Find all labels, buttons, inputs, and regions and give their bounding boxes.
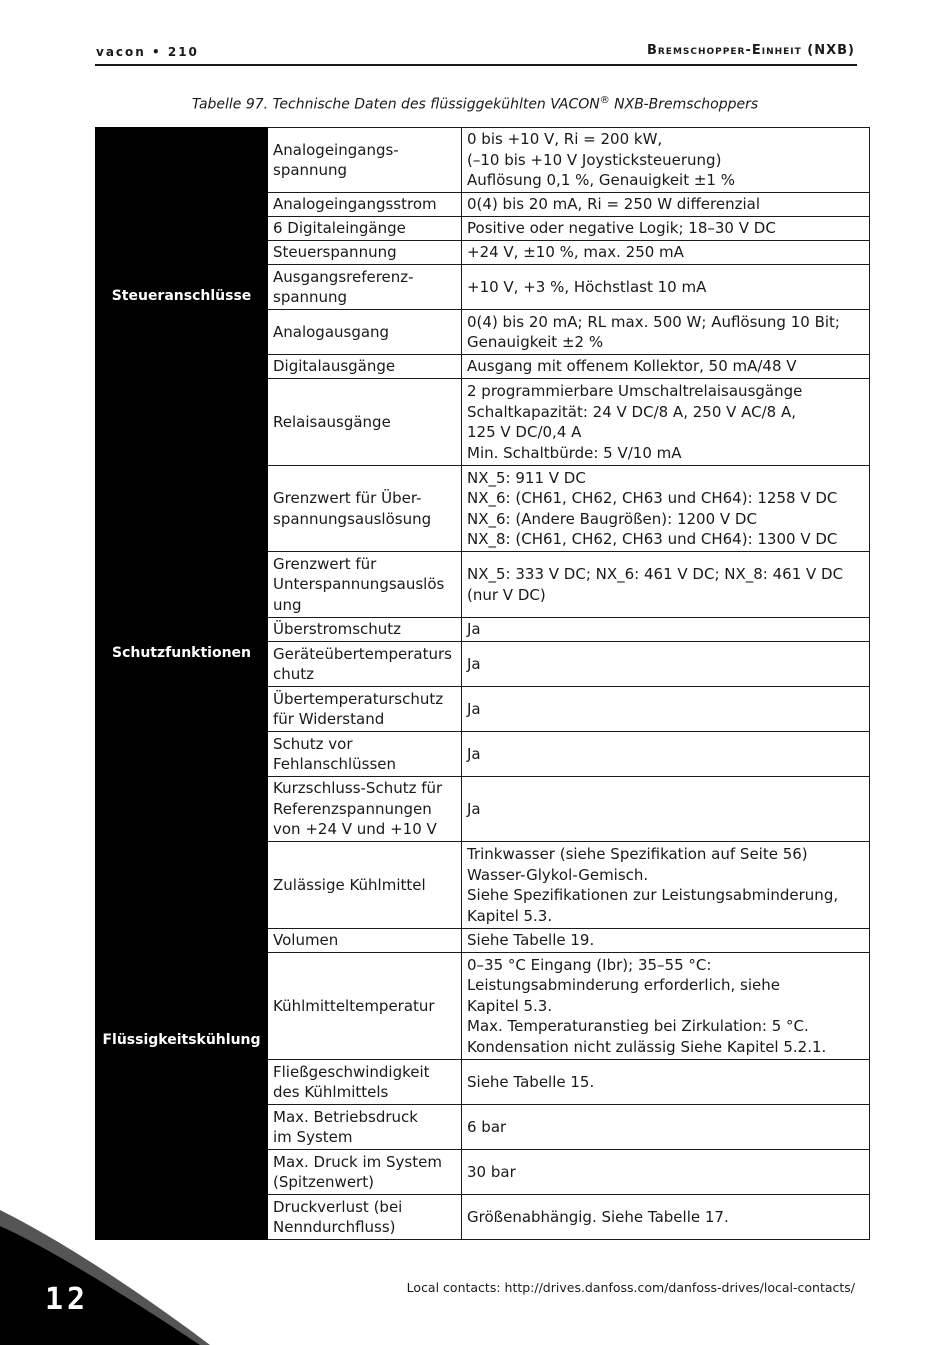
registered-mark: ® [599,95,610,106]
value-line: Trinkwasser (siehe Spezifikation auf Seite 56) [467,845,808,863]
value-cell [462,466,870,552]
value-cell [462,355,870,379]
value-cell [462,1150,870,1195]
parameter-line: Max. Druck im System [273,1152,442,1171]
value-line: Ausgang mit offenem Kollektor, 50 mA/48 V [467,357,797,376]
value-cell [462,193,870,217]
value-line: +10 V, +3 %, Höchstlast 10 mA [467,277,707,296]
parameter-cell [268,355,462,379]
value-cell [462,842,870,929]
parameter-cell [268,953,462,1060]
running-header-right: Bremschopper-Einheit (NXB) [646,43,855,58]
value-line: 2 programmierbare Umschaltrelaisausgänge [467,382,803,400]
parameter-line: Relaisausgänge [273,412,391,431]
parameter-cell [268,1060,462,1105]
value-line: Siehe Tabelle 19. [467,931,595,950]
value-cell [462,929,870,953]
parameter-line: Druckverlust (bei [273,1197,403,1216]
value-line: (–10 bis +10 V Joysticksteuerung) [467,150,722,169]
table-row [96,466,870,552]
value-cell [462,217,870,241]
parameter-cell [268,642,462,687]
parameter-line: Analogausgang [273,322,390,341]
value-line: Ja [467,744,481,763]
parameter-line: des Kühlmittels [273,1083,389,1101]
value-cell [462,552,870,618]
value-line: 0(4) bis 20 mA; RL max. 500 W; Auflösung 10 Bit; [467,312,840,331]
table-caption [0,95,950,113]
value-cell [462,1060,870,1105]
parameter-line: Fehlanschlüssen [273,755,397,773]
value-cell [462,732,870,777]
value-cell [462,618,870,642]
parameter-cell [268,265,462,310]
parameter-line: im System [273,1128,353,1146]
parameter-line: Analogeingangsstrom [273,195,437,214]
value-cell [462,379,870,466]
parameter-line: Nenndurchfluss) [273,1218,396,1236]
group-label: Steueranschlüsse [96,128,268,466]
group-label: Flüssigkeitskühlung [96,842,268,1240]
parameter-cell [268,1150,462,1195]
value-line: 0(4) bis 20 mA, Ri = 250 W differenzial [467,195,761,214]
parameter-cell [268,193,462,217]
parameter-line: Grenzwert für Über- [273,489,422,507]
value-line: Ja [467,654,481,673]
value-cell [462,310,870,355]
value-line: Siehe Spezifikationen zur Leistungsabminderung, [467,886,839,904]
value-line: (nur V DC) [467,585,546,604]
parameter-line: ung [273,595,302,614]
parameter-cell [268,929,462,953]
value-line: Ja [467,799,481,818]
caption-text: Tabelle 97. Technische Daten des flüssiggekühlten VACON [191,96,600,113]
parameter-cell [268,217,462,241]
parameter-line: Ausgangsreferenz- [273,267,414,286]
value-line: Kapitel 5.3. [467,906,553,925]
parameter-cell [268,687,462,732]
spec-table [95,127,870,1240]
value-cell [462,1195,870,1240]
value-line: Wasser-Glykol-Gemisch. [467,865,649,884]
value-line: 125 V DC/0,4 A [467,423,582,441]
parameter-line: Fließgeschwindigkeit [273,1062,430,1081]
caption-text-end: NXB-Bremschoppers [609,96,759,113]
value-line: NX_6: (CH61, CH62, CH63 und CH64): 1258 V DC [467,489,838,507]
page-number: 12 [45,1282,90,1317]
value-line: Auflösung 0,1 %, Genauigkeit ±1 % [467,171,736,190]
parameter-cell [268,379,462,466]
parameter-line: für Widerstand [273,710,385,728]
parameter-cell [268,241,462,265]
value-line: Max. Temperaturanstieg bei Zirkulation: 5 °C. [467,1017,809,1036]
parameter-line: Kurzschluss-Schutz für [273,779,443,798]
parameter-line: Steuerspannung [273,243,397,262]
value-cell [462,1105,870,1150]
value-line: Ja [467,620,481,639]
value-line: Leistungsabminderung erforderlich, siehe [467,976,781,995]
parameter-cell [268,1105,462,1150]
parameter-line: spannung [273,161,348,179]
group-label: Schutzfunktionen [96,466,268,842]
value-cell [462,128,870,193]
parameter-line: Übertemperaturschutz [273,689,444,708]
parameter-line: Volumen [273,931,339,950]
parameter-line: Zulässige Kühlmittel [273,875,426,894]
parameter-cell [268,552,462,618]
value-line: 30 bar [467,1162,516,1181]
value-cell [462,241,870,265]
value-cell [462,265,870,310]
parameter-line: Analogeingangs- [273,140,399,159]
footer-contact: Local contacts: http://drives.danfoss.com/danfoss-drives/local-contacts/ [406,1280,855,1295]
value-line: 6 bar [467,1117,507,1136]
parameter-line: spannungsauslösung [273,509,432,528]
value-line: Kondensation nicht zulässig Siehe Kapitel 5.2.1. [467,1037,827,1056]
header-rule [95,64,857,66]
value-line: Genauigkeit ±2 % [467,333,604,351]
parameter-line: (Spitzenwert) [273,1173,374,1191]
value-line: Positive oder negative Logik; 18–30 V DC [467,219,776,238]
parameter-cell [268,842,462,929]
value-line: 0–35 °C Eingang (Ibr); 35–55 °C: [467,955,712,974]
parameter-line: Geräteübertemperaturs [273,644,452,663]
value-line: NX_6: (Andere Baugrößen): 1200 V DC [467,509,757,528]
value-line: Schaltkapazität: 24 V DC/8 A, 250 V AC/8 A, [467,402,797,421]
parameter-line: Max. Betriebsdruck [273,1107,418,1126]
value-line: NX_8: (CH61, CH62, CH63 und CH64): 1300 V DC [467,530,838,548]
parameter-line: 6 Digitaleingänge [273,219,406,238]
parameter-line: Referenzspannungen [273,799,432,818]
value-cell [462,953,870,1060]
parameter-line: Unterspannungsauslös [273,575,445,594]
value-line: Ja [467,699,481,718]
corner-decoration [0,1210,210,1345]
parameter-cell [268,732,462,777]
parameter-cell [268,466,462,552]
running-header-left: vacon • 210 [96,45,199,59]
parameter-line: Grenzwert für [273,554,377,573]
value-cell [462,687,870,732]
parameter-cell [268,1195,462,1240]
parameter-cell [268,618,462,642]
parameter-cell [268,128,462,193]
value-line: Min. Schaltbürde: 5 V/10 mA [467,443,682,462]
parameter-line: Schutz vor [273,734,353,753]
table-row [96,128,870,193]
parameter-cell [268,310,462,355]
value-line: NX_5: 911 V DC [467,468,586,487]
value-line: NX_5: 333 V DC; NX_6: 461 V DC; NX_8: 461 V DC [467,565,844,583]
parameter-line: Kühlmitteltemperatur [273,996,435,1015]
parameter-cell [268,777,462,842]
value-cell [462,777,870,842]
value-line: 0 bis +10 V, Ri = 200 kW, [467,130,663,149]
table-row [96,842,870,929]
value-line: Kapitel 5.3. [467,996,553,1015]
parameter-line: von +24 V und +10 V [273,820,437,839]
parameter-line: chutz [273,665,315,683]
parameter-line: Digitalausgänge [273,357,396,376]
value-line: Siehe Tabelle 15. [467,1072,595,1091]
parameter-line: spannung [273,288,348,306]
value-line: +24 V, ±10 %, max. 250 mA [467,243,684,262]
parameter-line: Überstromschutz [273,620,402,639]
value-cell [462,642,870,687]
value-line: Größenabhängig. Siehe Tabelle 17. [467,1207,729,1226]
